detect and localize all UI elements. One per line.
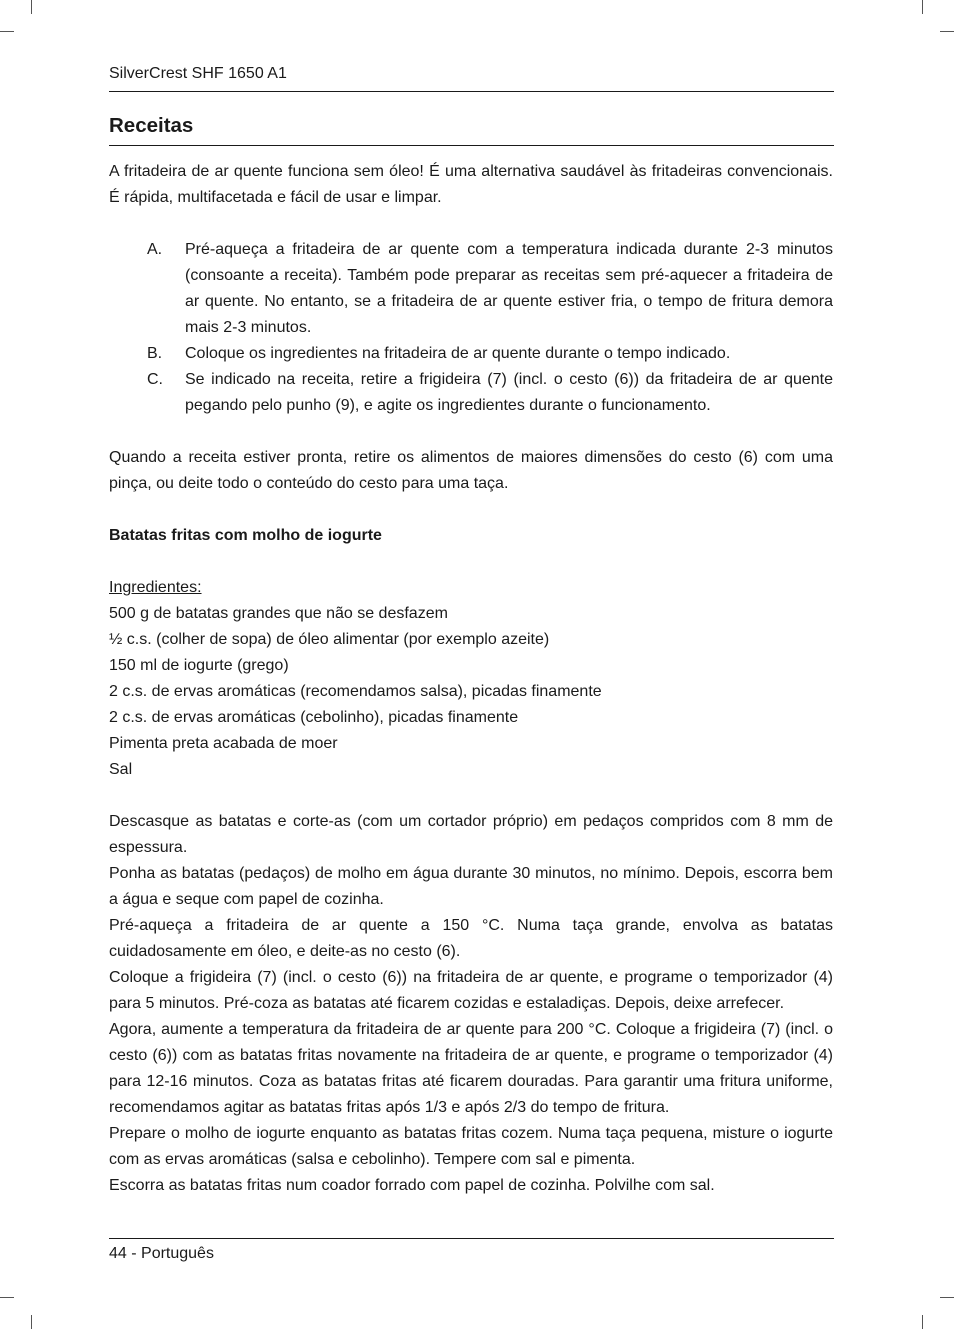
instruction-paragraph: Pré-aqueça a fritadeira de ar quente a 150 °C. Numa taça grande, envolva as batatas cuidadosamente em óleo, e deite-as no cesto (6). (109, 917, 833, 960)
ingredients-list (109, 601, 833, 783)
instruction-paragraph: Prepare o molho de iogurte enquanto as batatas fritas cozem. Numa taça pequena, misture o iogurte com as ervas aromáticas (salsa e cebolinho). Tempere com sal e pimenta. (109, 1125, 833, 1168)
crop-mark (922, 1315, 923, 1329)
footer-rule (109, 1238, 834, 1239)
ingredient-item: Pimenta preta acabada de moer (109, 735, 338, 752)
list-item (147, 237, 833, 341)
ingredient-item: 2 c.s. de ervas aromáticas (recomendamos salsa), picadas finamente (109, 683, 602, 700)
running-header: SilverCrest SHF 1650 A1 (109, 65, 287, 82)
intro-paragraph: A fritadeira de ar quente funciona sem óleo! É uma alternativa saudável às fritadeiras convencionais. É rápida, multifacetada e fácil de usar e limpar. (109, 163, 833, 206)
ingredients-label: Ingredientes: (109, 579, 202, 596)
section-title: Receitas (109, 114, 194, 137)
instruction-paragraph: Coloque a frigideira (7) (incl. o cesto (6)) na fritadeira de ar quente, e programe o temporizador (4) para 5 minutos. Pré-coza as batatas até ficarem cozidas e estaladiças. Depois, deixe arrefecer. (109, 969, 833, 1012)
instruction-paragraph: Escorra as batatas fritas num coador forrado com papel de cozinha. Polvilhe com sal. (109, 1177, 715, 1194)
list-item-text: Coloque os ingredientes na fritadeira de ar quente durante o tempo indicado. (185, 345, 731, 362)
list-marker: B. (147, 345, 163, 362)
crop-mark (940, 1297, 954, 1298)
steps-list (109, 237, 833, 419)
recipe-title: Batatas fritas com molho de iogurte (109, 527, 382, 544)
crop-mark (940, 31, 954, 32)
crop-mark (0, 1297, 14, 1298)
page-footer: 44 - Português (109, 1245, 214, 1262)
crop-mark (0, 31, 14, 32)
header-rule (109, 91, 834, 92)
instruction-paragraph: Ponha as batatas (pedaços) de molho em água durante 30 minutos, no mínimo. Depois, escorra bem a água e seque com papel de cozinha. (109, 865, 833, 908)
ingredient-item: ½ c.s. (colher de sopa) de óleo alimentar (por exemplo azeite) (109, 631, 550, 648)
ingredient-item: 500 g de batatas grandes que não se desfazem (109, 605, 448, 622)
list-item-text: Se indicado na receita, retire a frigideira (7) (incl. o cesto (6)) da fritadeira de ar quente pegando pelo punho (9), e agite os ingredientes durante o funcionamento. (185, 371, 833, 414)
after-steps-paragraph: Quando a receita estiver pronta, retire os alimentos de maiores dimensões do cesto (6) com uma pinça, ou deite todo o conteúdo do cesto para uma taça. (109, 449, 833, 492)
crop-mark (31, 0, 32, 14)
ingredient-item: 150 ml de iogurte (grego) (109, 657, 289, 674)
ingredient-item: Sal (109, 761, 133, 778)
list-item (147, 341, 833, 367)
crop-mark (922, 0, 923, 14)
title-rule (109, 145, 834, 146)
page-body (109, 159, 833, 1199)
list-item (147, 367, 833, 419)
instruction-paragraph: Descasque as batatas e corte-as (com um cortador próprio) em pedaços compridos com 8 mm de espessura. (109, 813, 833, 856)
crop-mark (31, 1315, 32, 1329)
instruction-paragraph: Agora, aumente a temperatura da fritadeira de ar quente para 200 °C. Coloque a frigideira (7) (incl. o cesto (6)) com as batatas fritas novamente na fritadeira de ar quente, e programe o temporizador (4) para 12-16 minutos. Coza as batatas fritas até ficarem douradas. Para garantir uma fritura uniforme, recomendamos agitar as batatas fritas após 1/3 e após 2/3 do tempo de fritura. (109, 1021, 833, 1116)
ingredient-item: 2 c.s. de ervas aromáticas (cebolinho), picadas finamente (109, 709, 519, 726)
list-marker: A. (147, 241, 163, 258)
list-item-text: Pré-aqueça a fritadeira de ar quente com a temperatura indicada durante 2-3 minutos (consoante a receita). Também pode preparar as receitas sem pré-aquecer a fritadeira de ar quente. No entanto, se a fritadeira de ar quente estiver fria, o tempo de fritura demora mais 2-3 minutos. (185, 241, 833, 336)
list-marker: C. (147, 371, 163, 388)
